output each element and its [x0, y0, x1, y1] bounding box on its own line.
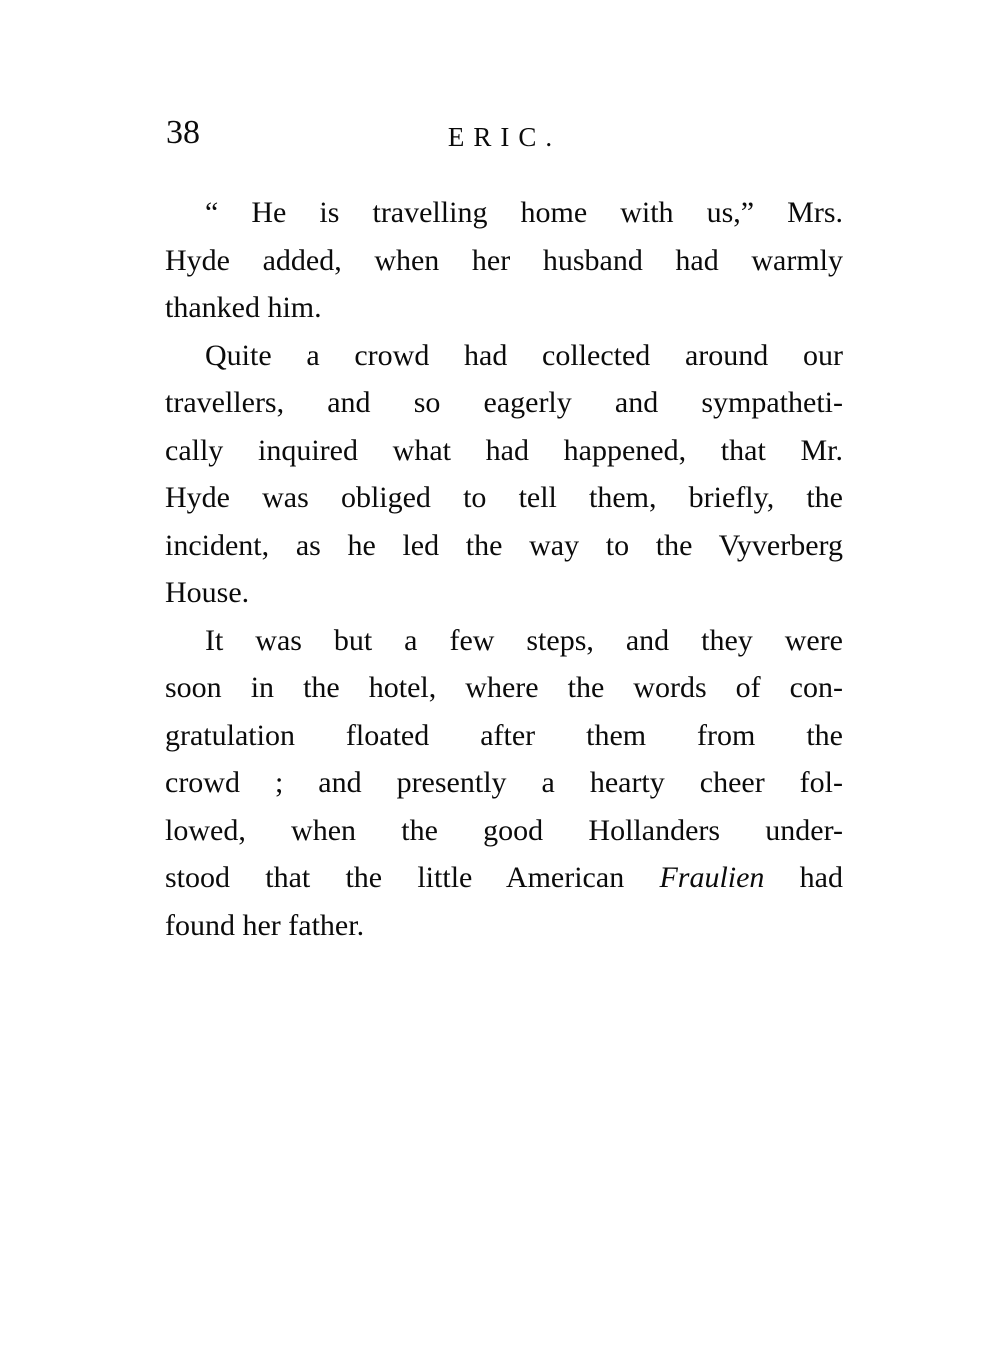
- text-block: [165, 189, 843, 949]
- text-line: [165, 427, 843, 475]
- text-segment: incident, as he led the way to the Vyverberg: [165, 528, 843, 562]
- text-segment: Hyde was obliged to tell them, briefly, the: [165, 481, 843, 514]
- text-line: [165, 854, 843, 902]
- text-segment: found her father.: [165, 908, 365, 942]
- text-line: [165, 189, 843, 237]
- text-line: [165, 617, 843, 665]
- paragraph: [165, 189, 843, 332]
- text-line: [165, 284, 843, 332]
- text-line: [165, 474, 843, 522]
- text-line: [165, 522, 843, 570]
- text-segment: soon in the hotel, where the words of con-: [165, 671, 843, 704]
- text-line: [165, 712, 843, 760]
- text-segment: crowd ; and presently a hearty cheer fol-: [165, 766, 843, 799]
- text-segment: thanked him.: [165, 291, 322, 324]
- text-segment: cally inquired what had happened, that Mr.: [165, 433, 843, 467]
- text-line: [165, 902, 843, 950]
- page-number: 38: [166, 114, 200, 151]
- text-line: [165, 569, 843, 617]
- text-segment: Hyde added, when her husband had warmly: [165, 243, 843, 277]
- running-title: ERIC.: [447, 122, 562, 152]
- text-segment: It was but a few steps, and they were: [205, 623, 843, 657]
- text-segment: travellers, and so eagerly and sympatheti-: [165, 386, 843, 419]
- text-segment: stood that the little American: [165, 861, 660, 894]
- paragraph: [165, 617, 843, 950]
- text-line: [165, 807, 843, 855]
- text-segment: gratulation floated after them from the: [165, 718, 843, 752]
- paragraph: [165, 332, 843, 617]
- text-segment: lowed, when the good Hollanders under-: [165, 813, 843, 847]
- text-segment: Quite a crowd had collected around our: [205, 338, 843, 372]
- italic-word: Fraulien: [659, 861, 765, 894]
- text-line: [165, 332, 843, 380]
- text-line: [165, 237, 843, 285]
- text-segment: had: [764, 861, 843, 894]
- text-line: [165, 759, 843, 807]
- text-line: [165, 664, 843, 712]
- text-segment: “ He is travelling home with us,” Mrs.: [205, 196, 843, 229]
- text-line: [165, 379, 843, 427]
- text-segment: House.: [165, 576, 250, 609]
